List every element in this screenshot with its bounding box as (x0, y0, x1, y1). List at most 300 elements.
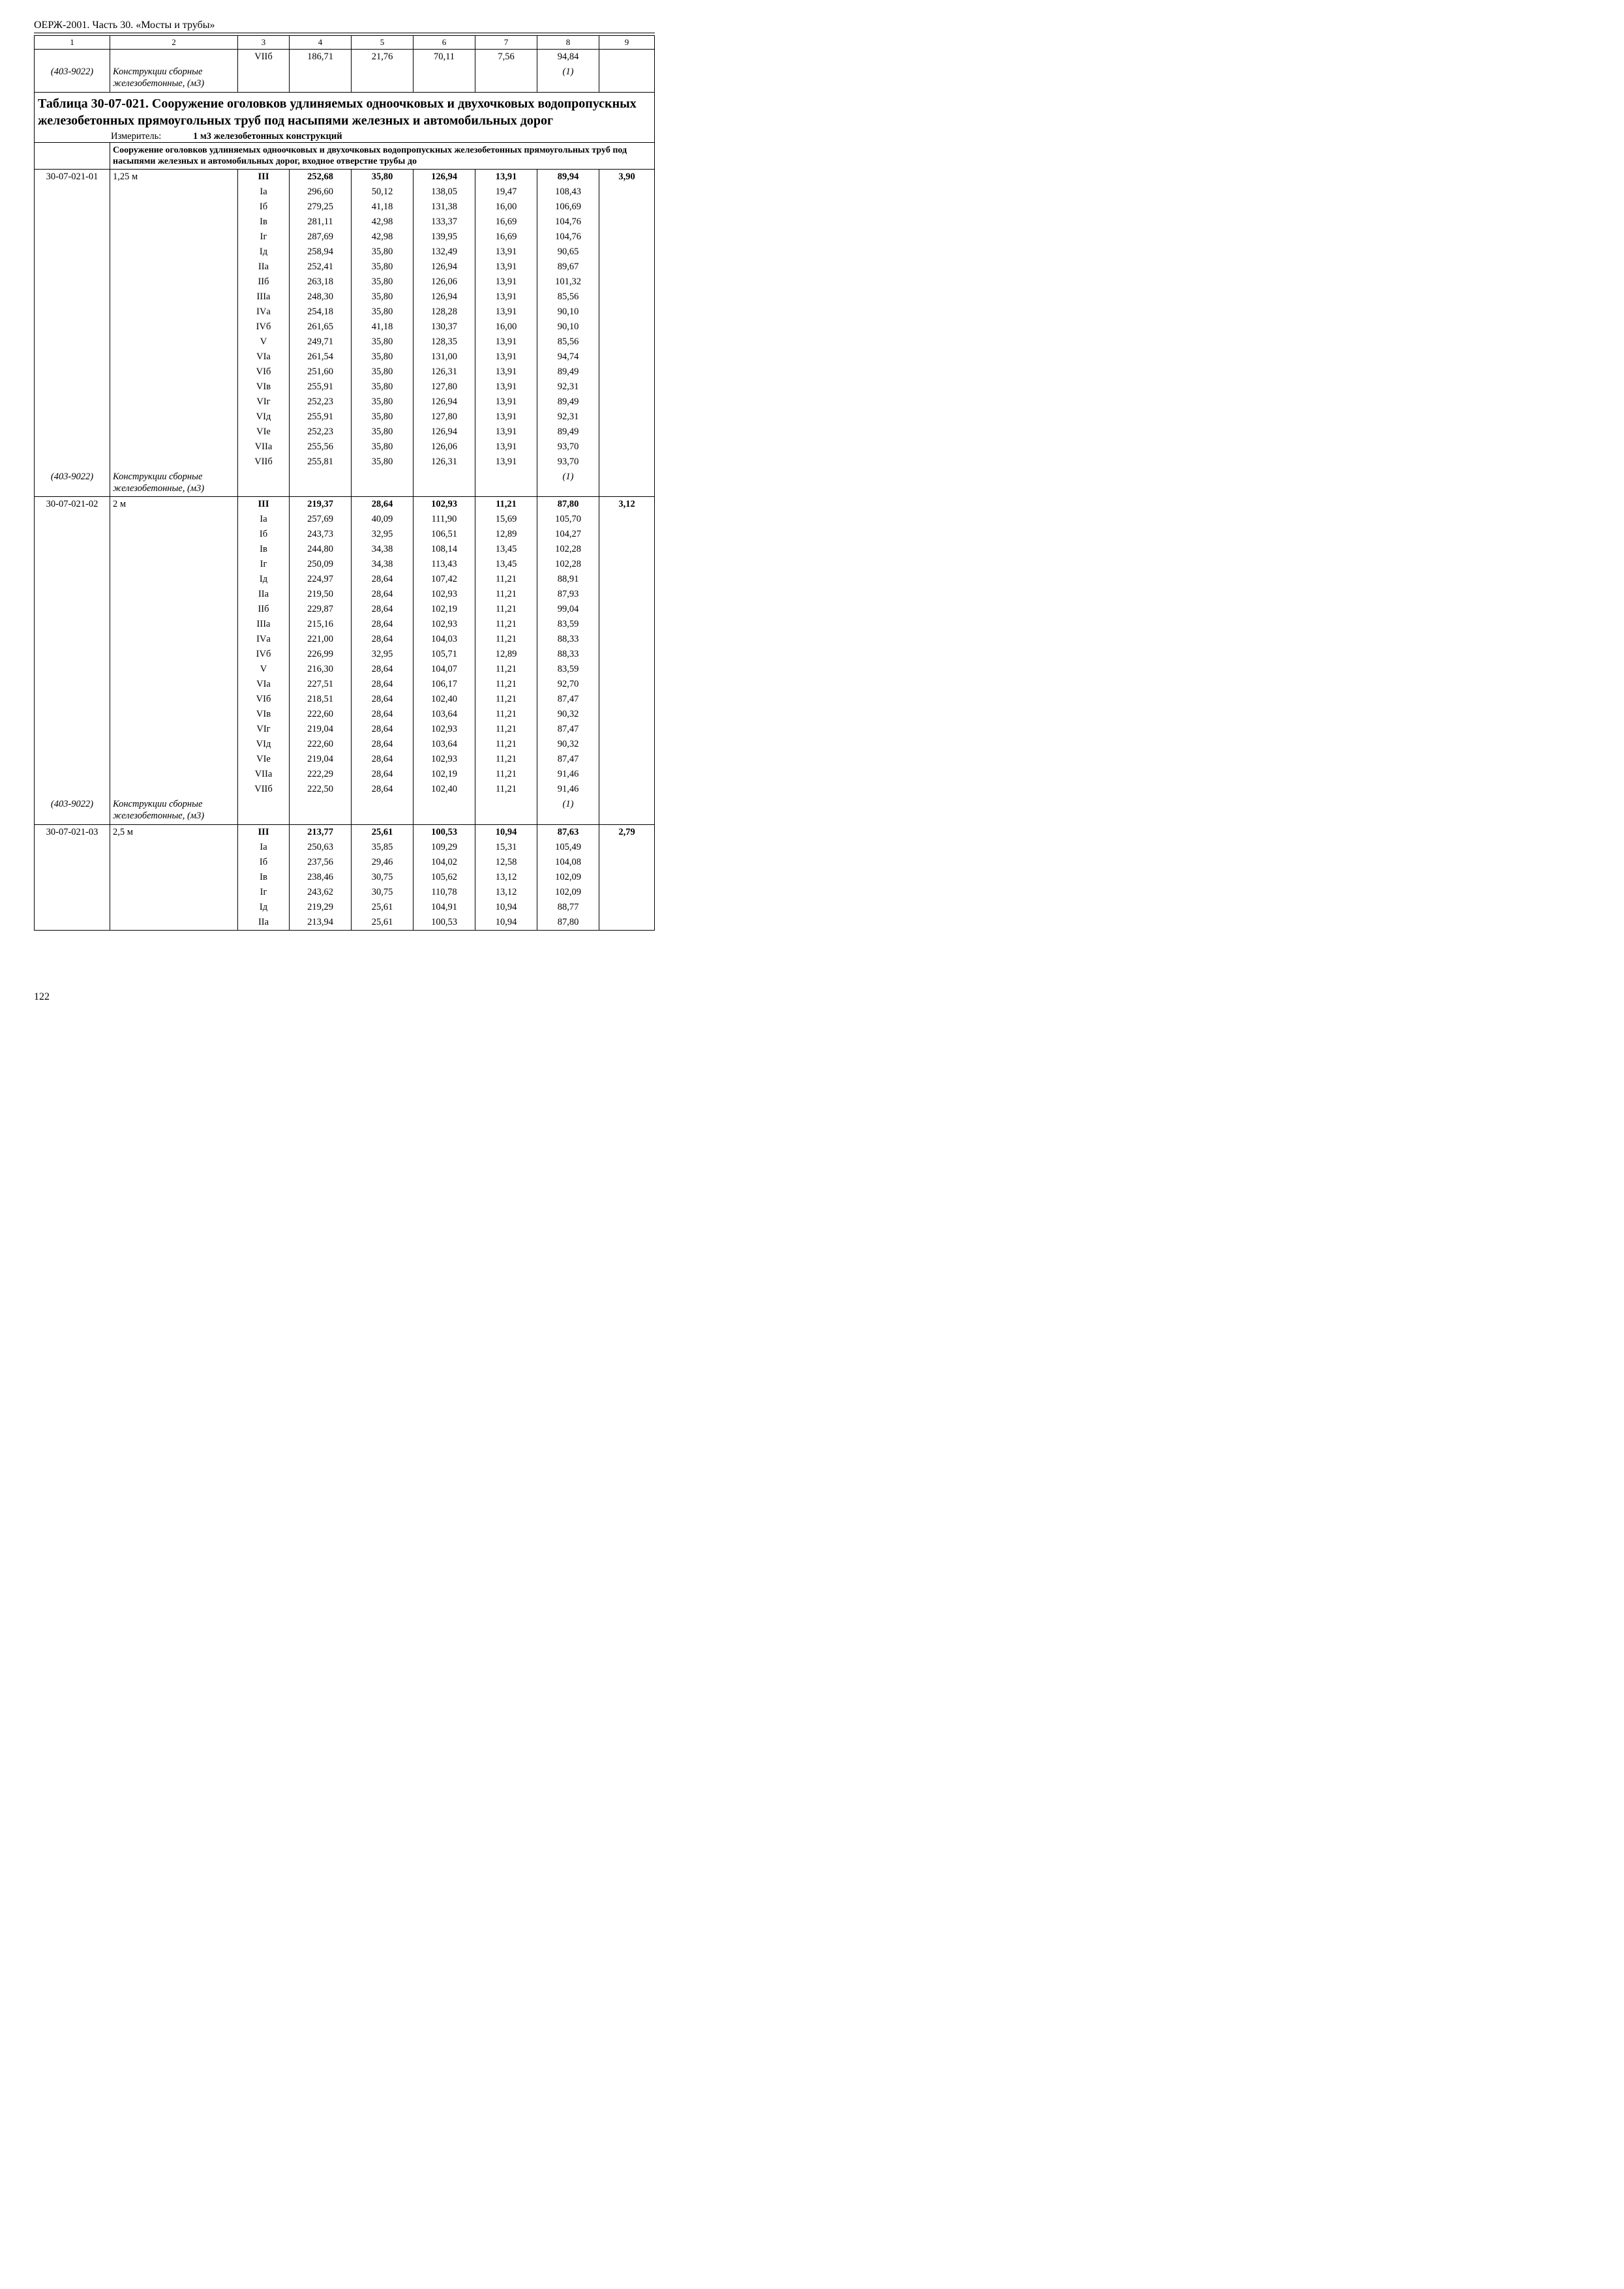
value-cell: 35,80 (352, 395, 414, 410)
value-cell: 34,38 (352, 557, 414, 572)
value-cell: 7,56 (475, 50, 537, 65)
row-code: 30-07-021-02 (35, 497, 110, 513)
value-cell: 107,42 (414, 572, 475, 587)
empty-cell (110, 425, 238, 440)
table-row (35, 855, 655, 870)
table-row (35, 840, 655, 855)
empty-cell (599, 870, 655, 885)
zone-code: IIа (238, 915, 290, 931)
value-cell: 30,75 (352, 870, 414, 885)
empty-cell (35, 647, 110, 662)
table-row (35, 527, 655, 542)
empty-cell (290, 65, 352, 92)
empty-cell (110, 782, 238, 797)
zone-code: V (238, 662, 290, 677)
zone-code: VIг (238, 395, 290, 410)
empty-cell (110, 692, 238, 707)
empty-cell (599, 200, 655, 215)
empty-cell (35, 440, 110, 455)
zone-code: VIе (238, 425, 290, 440)
empty-cell (475, 470, 537, 497)
empty-cell (35, 200, 110, 215)
zone-code: VIд (238, 410, 290, 425)
zone-code: Iв (238, 542, 290, 557)
column-number: 6 (414, 36, 475, 50)
table-row (35, 245, 655, 260)
value-cell: 128,35 (414, 335, 475, 350)
value-cell: 105,71 (414, 647, 475, 662)
value-cell: 130,37 (414, 320, 475, 335)
empty-cell (35, 737, 110, 752)
value-cell: 35,80 (352, 425, 414, 440)
value-cell: 35,80 (352, 275, 414, 290)
table-row (35, 692, 655, 707)
zone-code: VIа (238, 350, 290, 365)
value-cell: 90,32 (537, 737, 599, 752)
value-cell: 94,84 (537, 50, 599, 65)
zone-code: VIв (238, 380, 290, 395)
column-number-row (35, 36, 655, 50)
zone-code: Iд (238, 572, 290, 587)
value-cell: 28,64 (352, 767, 414, 782)
value-cell: 28,64 (352, 722, 414, 737)
empty-cell (599, 915, 655, 931)
value-cell: 32,95 (352, 647, 414, 662)
value-cell: 103,64 (414, 707, 475, 722)
empty-cell (599, 542, 655, 557)
zone-code: VIб (238, 692, 290, 707)
zone-code: V (238, 335, 290, 350)
value-cell: 89,49 (537, 425, 599, 440)
zone-code: Iг (238, 557, 290, 572)
value-cell: 104,27 (537, 527, 599, 542)
empty-cell (110, 215, 238, 230)
value-cell: 102,93 (414, 722, 475, 737)
value-cell: 13,91 (475, 245, 537, 260)
empty-cell (599, 767, 655, 782)
empty-cell (110, 767, 238, 782)
value-cell: 35,85 (352, 840, 414, 855)
table-row (35, 200, 655, 215)
value-cell: 35,80 (352, 440, 414, 455)
table-title: Таблица 30-07-021. Сооружение оголовков удлиняемых одноочковых и двухочковых водопропускных железобетонных прямоугольных труб под насыпями железных и автомобильных дорог (35, 92, 655, 130)
empty-cell (599, 692, 655, 707)
table-row (35, 320, 655, 335)
zone-code: Iв (238, 215, 290, 230)
column-number: 2 (110, 36, 238, 50)
material-code: (403-9022) (35, 797, 110, 824)
value-cell: 102,09 (537, 885, 599, 900)
value-cell: 15,69 (475, 512, 537, 527)
table-row (35, 782, 655, 797)
empty-cell (599, 722, 655, 737)
value-cell: 102,19 (414, 767, 475, 782)
table-row (35, 512, 655, 527)
zone-code: VIIб (238, 782, 290, 797)
value-cell: 102,19 (414, 602, 475, 617)
value-cell: 13,91 (475, 260, 537, 275)
value-cell: 99,04 (537, 602, 599, 617)
empty-cell (35, 50, 110, 65)
empty-cell (110, 722, 238, 737)
empty-cell (599, 677, 655, 692)
value-cell: 41,18 (352, 320, 414, 335)
empty-cell (599, 65, 655, 92)
page-number: 122 (34, 991, 50, 1002)
value-cell: 11,21 (475, 662, 537, 677)
value-cell: 28,64 (352, 782, 414, 797)
empty-cell (35, 840, 110, 855)
value-cell: 243,73 (290, 527, 352, 542)
table-row (35, 260, 655, 275)
value-cell: 16,69 (475, 215, 537, 230)
value-cell: 13,91 (475, 395, 537, 410)
value-cell: 104,76 (537, 230, 599, 245)
empty-cell (110, 185, 238, 200)
value-cell: 87,80 (537, 915, 599, 931)
empty-cell (110, 230, 238, 245)
empty-cell (110, 455, 238, 470)
value-cell: 25,61 (352, 824, 414, 840)
empty-cell (110, 840, 238, 855)
value-cell: 13,91 (475, 335, 537, 350)
table-row (35, 632, 655, 647)
table-row (35, 572, 655, 587)
value-cell: 13,91 (475, 305, 537, 320)
empty-cell (35, 870, 110, 885)
value-cell: 28,64 (352, 692, 414, 707)
value-cell: 105,62 (414, 870, 475, 885)
value-cell: 29,46 (352, 855, 414, 870)
value-cell: 222,60 (290, 707, 352, 722)
empty-cell (599, 275, 655, 290)
empty-cell (35, 587, 110, 602)
value-cell: 126,31 (414, 365, 475, 380)
empty-cell (35, 662, 110, 677)
table-row (35, 722, 655, 737)
empty-cell (599, 245, 655, 260)
material-row (35, 797, 655, 824)
value-cell: 126,94 (414, 290, 475, 305)
value-cell: 11,21 (475, 782, 537, 797)
value-cell: 252,41 (290, 260, 352, 275)
table-row (35, 380, 655, 395)
empty-cell (599, 410, 655, 425)
value-cell: 104,07 (414, 662, 475, 677)
table-row (35, 737, 655, 752)
value-cell: 138,05 (414, 185, 475, 200)
value-cell: 102,93 (414, 617, 475, 632)
value-cell: 28,64 (352, 617, 414, 632)
value-cell: 102,28 (537, 542, 599, 557)
value-cell: 13,91 (475, 350, 537, 365)
empty-cell (110, 662, 238, 677)
value-cell: 250,09 (290, 557, 352, 572)
table-row (35, 677, 655, 692)
value-cell: 50,12 (352, 185, 414, 200)
empty-cell (290, 470, 352, 497)
zone-code: Iд (238, 900, 290, 915)
empty-cell (599, 752, 655, 767)
empty-cell (35, 365, 110, 380)
value-cell: 13,91 (475, 380, 537, 395)
value-cell: 10,94 (475, 824, 537, 840)
zone-code: VIе (238, 752, 290, 767)
empty-cell (599, 395, 655, 410)
value-cell: 90,10 (537, 320, 599, 335)
value-cell: 91,46 (537, 767, 599, 782)
table-row (35, 425, 655, 440)
empty-cell (475, 65, 537, 92)
value-cell: 11,21 (475, 752, 537, 767)
empty-cell (110, 542, 238, 557)
empty-cell (35, 260, 110, 275)
value-cell: 257,69 (290, 512, 352, 527)
material-quantity: (1) (537, 470, 599, 497)
value-cell: 87,47 (537, 722, 599, 737)
value-cell: 113,43 (414, 557, 475, 572)
value-cell: 102,40 (414, 782, 475, 797)
empty-cell (290, 797, 352, 824)
labor-value: 3,12 (599, 497, 655, 513)
table-row (35, 305, 655, 320)
value-cell: 16,00 (475, 320, 537, 335)
value-cell: 25,61 (352, 900, 414, 915)
value-cell: 28,64 (352, 587, 414, 602)
value-cell: 213,77 (290, 824, 352, 840)
value-cell: 35,80 (352, 350, 414, 365)
value-cell: 12,58 (475, 855, 537, 870)
table-row (35, 900, 655, 915)
empty-cell (110, 365, 238, 380)
value-cell: 255,81 (290, 455, 352, 470)
value-cell: 40,09 (352, 512, 414, 527)
empty-cell (110, 290, 238, 305)
value-cell: 279,25 (290, 200, 352, 215)
empty-cell (110, 737, 238, 752)
value-cell: 28,64 (352, 497, 414, 513)
empty-cell (35, 900, 110, 915)
value-cell: 94,74 (537, 350, 599, 365)
table-row (35, 230, 655, 245)
value-cell: 261,65 (290, 320, 352, 335)
zone-code: VIIб (238, 50, 290, 65)
table-row (35, 662, 655, 677)
value-cell: 25,61 (352, 915, 414, 931)
value-cell: 89,94 (537, 169, 599, 185)
empty-cell (599, 455, 655, 470)
table-row (35, 885, 655, 900)
value-cell: 13,91 (475, 410, 537, 425)
value-cell: 102,09 (537, 870, 599, 885)
empty-cell (110, 410, 238, 425)
empty-cell (35, 752, 110, 767)
zone-code: IIа (238, 587, 290, 602)
empty-cell (599, 662, 655, 677)
empty-cell (599, 782, 655, 797)
value-cell: 255,91 (290, 410, 352, 425)
norms-table (34, 35, 655, 931)
column-number: 7 (475, 36, 537, 50)
value-cell: 102,93 (414, 497, 475, 513)
value-cell: 88,91 (537, 572, 599, 587)
zone-code: IIIа (238, 617, 290, 632)
value-cell: 222,60 (290, 737, 352, 752)
value-cell: 88,77 (537, 900, 599, 915)
zone-code: Iг (238, 885, 290, 900)
empty-cell (599, 557, 655, 572)
empty-cell (599, 440, 655, 455)
zone-code: Iа (238, 512, 290, 527)
zone-code: VIIб (238, 455, 290, 470)
empty-cell (35, 782, 110, 797)
value-cell: 28,64 (352, 707, 414, 722)
value-cell: 221,00 (290, 632, 352, 647)
table-row (35, 767, 655, 782)
value-cell: 251,60 (290, 365, 352, 380)
value-cell: 215,16 (290, 617, 352, 632)
value-cell: 186,71 (290, 50, 352, 65)
empty-cell (599, 572, 655, 587)
value-cell: 13,91 (475, 290, 537, 305)
zone-code: IVа (238, 305, 290, 320)
value-cell: 126,94 (414, 425, 475, 440)
empty-cell (414, 65, 475, 92)
value-cell: 87,47 (537, 692, 599, 707)
empty-cell (110, 395, 238, 410)
value-cell: 87,80 (537, 497, 599, 513)
value-cell: 222,50 (290, 782, 352, 797)
value-cell: 28,64 (352, 602, 414, 617)
zone-code: Iв (238, 870, 290, 885)
value-cell: 110,78 (414, 885, 475, 900)
empty-cell (110, 305, 238, 320)
value-cell: 219,50 (290, 587, 352, 602)
empty-cell (599, 617, 655, 632)
row-code: 30-07-021-01 (35, 169, 110, 185)
value-cell: 104,91 (414, 900, 475, 915)
value-cell: 13,91 (475, 455, 537, 470)
table-row (35, 915, 655, 931)
zone-code: Iа (238, 185, 290, 200)
value-cell: 222,29 (290, 767, 352, 782)
value-cell: 218,51 (290, 692, 352, 707)
value-cell: 102,40 (414, 692, 475, 707)
table-row (35, 870, 655, 885)
empty-cell (599, 470, 655, 497)
empty-cell (599, 840, 655, 855)
value-cell: 35,80 (352, 290, 414, 305)
value-cell: 92,70 (537, 677, 599, 692)
empty-cell (35, 142, 110, 169)
empty-cell (414, 470, 475, 497)
value-cell: 102,93 (414, 752, 475, 767)
value-cell: 101,32 (537, 275, 599, 290)
value-cell: 126,06 (414, 275, 475, 290)
empty-cell (110, 632, 238, 647)
empty-cell (599, 305, 655, 320)
table-row (35, 215, 655, 230)
value-cell: 258,94 (290, 245, 352, 260)
value-cell: 83,59 (537, 662, 599, 677)
value-cell: 126,06 (414, 440, 475, 455)
value-cell: 106,17 (414, 677, 475, 692)
empty-cell (35, 767, 110, 782)
table-row (35, 542, 655, 557)
value-cell: 28,64 (352, 752, 414, 767)
row-code: 30-07-021-03 (35, 824, 110, 840)
value-cell: 252,68 (290, 169, 352, 185)
empty-cell (475, 797, 537, 824)
empty-cell (35, 305, 110, 320)
value-cell: 35,80 (352, 260, 414, 275)
empty-cell (599, 602, 655, 617)
value-cell: 85,56 (537, 290, 599, 305)
value-cell: 243,62 (290, 885, 352, 900)
value-cell: 16,00 (475, 200, 537, 215)
value-cell: 224,97 (290, 572, 352, 587)
empty-cell (599, 335, 655, 350)
empty-cell (599, 365, 655, 380)
column-number: 1 (35, 36, 110, 50)
empty-cell (35, 350, 110, 365)
empty-cell (110, 707, 238, 722)
empty-cell (238, 65, 290, 92)
value-cell: 103,64 (414, 737, 475, 752)
value-cell: 252,23 (290, 395, 352, 410)
material-name: Конструкции сборные железобетонные, (м3) (110, 797, 238, 824)
empty-cell (110, 557, 238, 572)
empty-cell (110, 885, 238, 900)
value-cell: 16,69 (475, 230, 537, 245)
empty-cell (599, 290, 655, 305)
empty-cell (35, 527, 110, 542)
value-cell: 90,32 (537, 707, 599, 722)
measure-cell (35, 130, 655, 143)
material-row (35, 65, 655, 92)
empty-cell (110, 602, 238, 617)
empty-cell (110, 335, 238, 350)
row-name: 2 м (110, 497, 238, 513)
empty-cell (599, 900, 655, 915)
zone-code: Iб (238, 200, 290, 215)
value-cell: 35,80 (352, 365, 414, 380)
value-cell: 35,80 (352, 169, 414, 185)
value-cell: 131,00 (414, 350, 475, 365)
value-cell: 126,94 (414, 260, 475, 275)
zone-code: VIг (238, 722, 290, 737)
value-cell: 126,94 (414, 395, 475, 410)
measure-value: 1 м3 железобетонных конструкций (193, 130, 342, 142)
empty-cell (599, 587, 655, 602)
empty-cell (35, 512, 110, 527)
value-cell: 104,76 (537, 215, 599, 230)
value-cell: 252,23 (290, 425, 352, 440)
empty-cell (35, 632, 110, 647)
value-cell: 11,21 (475, 572, 537, 587)
empty-cell (110, 617, 238, 632)
value-cell: 93,70 (537, 455, 599, 470)
value-cell: 11,21 (475, 617, 537, 632)
empty-cell (35, 855, 110, 870)
zone-code: VIд (238, 737, 290, 752)
empty-cell (35, 410, 110, 425)
material-code: (403-9022) (35, 470, 110, 497)
table-row (35, 497, 655, 513)
empty-cell (35, 692, 110, 707)
empty-cell (110, 320, 238, 335)
empty-cell (599, 215, 655, 230)
